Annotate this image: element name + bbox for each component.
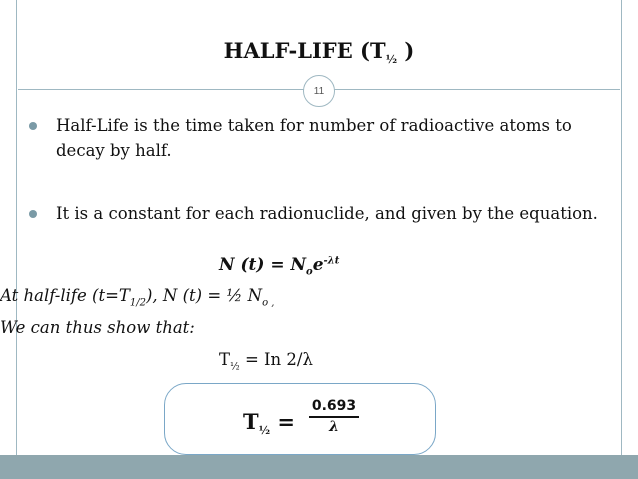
formula-lhs-symbol: T bbox=[243, 409, 259, 434]
right-frame-line bbox=[621, 0, 622, 455]
half-life-sub: 1/2 bbox=[129, 297, 146, 309]
show-that-line: We can thus show that: bbox=[0, 318, 195, 337]
slide-title bbox=[0, 38, 638, 66]
formula-equals: = bbox=[270, 409, 296, 434]
half-life-mid: ), N (t) = ½ N bbox=[146, 286, 263, 305]
formula-lhs bbox=[243, 409, 295, 437]
bottom-band bbox=[0, 455, 638, 479]
decay-equation-base: e bbox=[312, 255, 324, 275]
formula-lhs-sub: ½ bbox=[258, 424, 271, 438]
decay-equation-sub: o bbox=[306, 266, 313, 278]
decay-equation-lhs: N (t) = N bbox=[219, 255, 307, 275]
half-life-eq-lhs: T bbox=[219, 350, 231, 369]
formula-fraction bbox=[309, 398, 359, 435]
left-frame-line bbox=[16, 0, 17, 455]
half-life-eq-rhs: = In 2/λ bbox=[239, 350, 313, 369]
formula-numerator: 0.693 bbox=[311, 398, 357, 414]
formula-box bbox=[164, 383, 436, 455]
slide-number: 11 bbox=[303, 75, 335, 107]
bullet-text-1: Half-Life is the time taken for number of radioactive atoms to decay by half. bbox=[56, 116, 572, 160]
half-life-condition bbox=[0, 286, 275, 308]
formula-denominator: λ bbox=[329, 418, 339, 435]
title-close: ) bbox=[397, 38, 415, 63]
decay-equation bbox=[219, 255, 339, 277]
title-text: HALF-LIFE (T bbox=[223, 38, 386, 63]
half-life-equation bbox=[219, 350, 313, 372]
title-subscript: ½ bbox=[385, 53, 398, 67]
bullet-dot-icon bbox=[29, 122, 37, 130]
half-life-prefix: At half-life (t=T bbox=[0, 286, 130, 305]
half-life-sub2: o , bbox=[262, 297, 275, 309]
decay-equation-exponent: -λt bbox=[323, 255, 340, 267]
bullet-text-2: It is a constant for each radionuclide, and given by the equation. bbox=[56, 204, 598, 223]
half-life-eq-sub: ½ bbox=[230, 361, 240, 373]
bullet-dot-icon bbox=[29, 210, 37, 218]
